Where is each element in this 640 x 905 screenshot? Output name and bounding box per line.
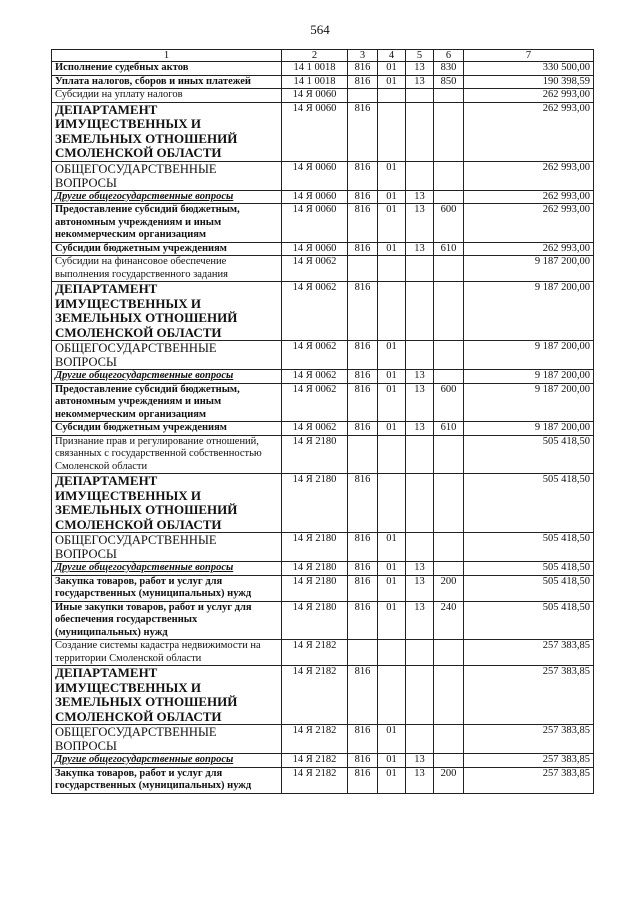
- row-col4-cell: 01: [378, 422, 406, 436]
- row-name-cell: Иные закупки товаров, работ и услуг для обеспечения государственных (муниципальных) нужд: [52, 601, 282, 640]
- row-code-cell: 14 Я 2180: [282, 474, 348, 533]
- row-col5-cell: [406, 256, 434, 282]
- row-amount-cell: 9 187 200,00: [464, 383, 594, 422]
- column-header: 4: [378, 50, 406, 62]
- row-name-cell: ОБЩЕГОСУДАРСТВЕННЫЕ ВОПРОСЫ: [52, 725, 282, 754]
- row-col4-cell: [378, 102, 406, 161]
- row-name-cell: ОБЩЕГОСУДАРСТВЕННЫЕ ВОПРОСЫ: [52, 533, 282, 562]
- row-col6-cell: 610: [434, 422, 464, 436]
- row-name-cell: Субсидии на уплату налогов: [52, 89, 282, 103]
- row-col4-cell: 01: [378, 242, 406, 256]
- row-code-cell: 14 Я 2182: [282, 767, 348, 793]
- row-name-cell: Другие общегосударственные вопросы: [52, 562, 282, 576]
- table-body: [52, 62, 594, 794]
- row-col3-cell: 816: [348, 754, 378, 768]
- table-row: [52, 383, 594, 422]
- row-col3-cell: 816: [348, 422, 378, 436]
- row-col5-cell: 13: [406, 370, 434, 384]
- row-name-cell: Предоставление субсидий бюджетным, автономным учреждениям и иным некоммерческим организациям: [52, 383, 282, 422]
- table-header-row: [52, 50, 594, 62]
- table-row: [52, 422, 594, 436]
- row-col4-cell: 01: [378, 190, 406, 204]
- row-col6-cell: 240: [434, 601, 464, 640]
- row-code-cell: 14 Я 2182: [282, 640, 348, 666]
- row-col5-cell: [406, 666, 434, 725]
- table-row: [52, 666, 594, 725]
- row-name-cell: Закупка товаров, работ и услуг для государственных (муниципальных) нужд: [52, 575, 282, 601]
- row-code-cell: 14 Я 2182: [282, 666, 348, 725]
- row-col5-cell: 13: [406, 204, 434, 243]
- table-row: [52, 754, 594, 768]
- row-col6-cell: [434, 435, 464, 474]
- row-name-cell: ОБЩЕГОСУДАРСТВЕННЫЕ ВОПРОСЫ: [52, 341, 282, 370]
- row-code-cell: 14 1 0018: [282, 62, 348, 76]
- row-amount-cell: 257 383,85: [464, 666, 594, 725]
- table-row: [52, 640, 594, 666]
- row-col3-cell: 816: [348, 666, 378, 725]
- row-col6-cell: [434, 533, 464, 562]
- row-name-cell: Предоставление субсидий бюджетным, автономным учреждениям и иным некоммерческим организациям: [52, 204, 282, 243]
- table-row: [52, 161, 594, 190]
- row-col4-cell: [378, 282, 406, 341]
- row-code-cell: 14 Я 2182: [282, 754, 348, 768]
- row-amount-cell: 262 993,00: [464, 204, 594, 243]
- row-col6-cell: 600: [434, 383, 464, 422]
- row-col6-cell: [434, 640, 464, 666]
- row-code-cell: 14 Я 0062: [282, 422, 348, 436]
- row-col4-cell: 01: [378, 161, 406, 190]
- row-col3-cell: 816: [348, 161, 378, 190]
- row-name-cell: Уплата налогов, сборов и иных платежей: [52, 75, 282, 89]
- row-amount-cell: 505 418,50: [464, 435, 594, 474]
- row-amount-cell: 9 187 200,00: [464, 256, 594, 282]
- row-col4-cell: 01: [378, 725, 406, 754]
- row-col5-cell: [406, 341, 434, 370]
- row-col6-cell: [434, 562, 464, 576]
- row-name-cell: Исполнение судебных актов: [52, 62, 282, 76]
- table-row: [52, 75, 594, 89]
- row-col4-cell: 01: [378, 204, 406, 243]
- table-row: [52, 474, 594, 533]
- row-name-cell: ДЕПАРТАМЕНТ ИМУЩЕСТВЕННЫХ И ЗЕМЕЛЬНЫХ ОТНОШЕНИЙ СМОЛЕНСКОЙ ОБЛАСТИ: [52, 666, 282, 725]
- row-col4-cell: 01: [378, 341, 406, 370]
- row-name-cell: ОБЩЕГОСУДАРСТВЕННЫЕ ВОПРОСЫ: [52, 161, 282, 190]
- table-row: [52, 533, 594, 562]
- row-col3-cell: 816: [348, 204, 378, 243]
- row-col6-cell: 610: [434, 242, 464, 256]
- table-row: [52, 242, 594, 256]
- row-col6-cell: [434, 754, 464, 768]
- row-col5-cell: 13: [406, 422, 434, 436]
- row-col4-cell: 01: [378, 383, 406, 422]
- row-code-cell: 14 Я 0062: [282, 383, 348, 422]
- row-col3-cell: 816: [348, 474, 378, 533]
- row-name-cell: ДЕПАРТАМЕНТ ИМУЩЕСТВЕННЫХ И ЗЕМЕЛЬНЫХ ОТНОШЕНИЙ СМОЛЕНСКОЙ ОБЛАСТИ: [52, 474, 282, 533]
- row-col5-cell: 13: [406, 242, 434, 256]
- row-col5-cell: [406, 640, 434, 666]
- row-col6-cell: [434, 89, 464, 103]
- row-amount-cell: 262 993,00: [464, 89, 594, 103]
- table-row: [52, 575, 594, 601]
- row-col3-cell: 816: [348, 190, 378, 204]
- row-col3-cell: [348, 89, 378, 103]
- row-col4-cell: 01: [378, 533, 406, 562]
- row-col6-cell: [434, 102, 464, 161]
- column-header: 7: [464, 50, 594, 62]
- table-row: [52, 190, 594, 204]
- row-col4-cell: 01: [378, 767, 406, 793]
- row-amount-cell: 190 398,59: [464, 75, 594, 89]
- row-col3-cell: [348, 640, 378, 666]
- row-col4-cell: [378, 89, 406, 103]
- table-row: [52, 341, 594, 370]
- table-row: [52, 204, 594, 243]
- row-amount-cell: 9 187 200,00: [464, 341, 594, 370]
- row-col5-cell: 13: [406, 754, 434, 768]
- row-col5-cell: 13: [406, 562, 434, 576]
- row-amount-cell: 9 187 200,00: [464, 282, 594, 341]
- row-col3-cell: 816: [348, 562, 378, 576]
- column-header: 6: [434, 50, 464, 62]
- table-row: [52, 725, 594, 754]
- row-col6-cell: 200: [434, 767, 464, 793]
- row-amount-cell: 9 187 200,00: [464, 370, 594, 384]
- column-header: 5: [406, 50, 434, 62]
- row-code-cell: 14 Я 2180: [282, 562, 348, 576]
- row-name-cell: Признание прав и регулирование отношений, связанных с государственной собственностью Смоленской области: [52, 435, 282, 474]
- table-row: [52, 767, 594, 793]
- row-name-cell: Субсидии на финансовое обеспечение выполнения государственного задания: [52, 256, 282, 282]
- row-code-cell: 14 Я 0062: [282, 256, 348, 282]
- row-col4-cell: [378, 640, 406, 666]
- row-col5-cell: 13: [406, 383, 434, 422]
- row-name-cell: Субсидии бюджетным учреждениям: [52, 422, 282, 436]
- row-col3-cell: 816: [348, 242, 378, 256]
- row-col6-cell: [434, 282, 464, 341]
- row-code-cell: 14 Я 0062: [282, 341, 348, 370]
- row-col3-cell: 816: [348, 341, 378, 370]
- row-col5-cell: [406, 161, 434, 190]
- row-col6-cell: [434, 666, 464, 725]
- row-col4-cell: 01: [378, 370, 406, 384]
- row-amount-cell: 9 187 200,00: [464, 422, 594, 436]
- row-code-cell: 14 Я 2180: [282, 533, 348, 562]
- row-col6-cell: [434, 370, 464, 384]
- row-amount-cell: 262 993,00: [464, 190, 594, 204]
- row-col5-cell: [406, 102, 434, 161]
- table-row: [52, 601, 594, 640]
- row-code-cell: 14 Я 0060: [282, 242, 348, 256]
- column-header: 2: [282, 50, 348, 62]
- row-col6-cell: [434, 256, 464, 282]
- page-number: 564: [310, 22, 330, 37]
- row-col5-cell: [406, 725, 434, 754]
- row-amount-cell: 505 418,50: [464, 533, 594, 562]
- row-col4-cell: [378, 666, 406, 725]
- row-col5-cell: 13: [406, 767, 434, 793]
- row-col3-cell: 816: [348, 533, 378, 562]
- row-col5-cell: [406, 435, 434, 474]
- row-col4-cell: 01: [378, 575, 406, 601]
- row-col6-cell: 830: [434, 62, 464, 76]
- row-name-cell: ДЕПАРТАМЕНТ ИМУЩЕСТВЕННЫХ И ЗЕМЕЛЬНЫХ ОТНОШЕНИЙ СМОЛЕНСКОЙ ОБЛАСТИ: [52, 102, 282, 161]
- row-col4-cell: [378, 256, 406, 282]
- table-row: [52, 370, 594, 384]
- row-amount-cell: 330 500,00: [464, 62, 594, 76]
- row-col3-cell: 816: [348, 383, 378, 422]
- row-amount-cell: 257 383,85: [464, 725, 594, 754]
- row-col4-cell: [378, 435, 406, 474]
- row-col3-cell: 816: [348, 725, 378, 754]
- row-col3-cell: [348, 435, 378, 474]
- row-col3-cell: 816: [348, 370, 378, 384]
- table-row: [52, 62, 594, 76]
- row-amount-cell: 505 418,50: [464, 575, 594, 601]
- row-code-cell: 14 Я 0060: [282, 190, 348, 204]
- row-code-cell: 14 Я 2180: [282, 435, 348, 474]
- row-amount-cell: 257 383,85: [464, 754, 594, 768]
- row-col4-cell: [378, 474, 406, 533]
- row-code-cell: 14 1 0018: [282, 75, 348, 89]
- row-col3-cell: [348, 256, 378, 282]
- row-name-cell: Другие общегосударственные вопросы: [52, 190, 282, 204]
- row-col4-cell: 01: [378, 62, 406, 76]
- row-code-cell: 14 Я 0062: [282, 370, 348, 384]
- row-col5-cell: 13: [406, 601, 434, 640]
- row-col6-cell: 600: [434, 204, 464, 243]
- row-col3-cell: 816: [348, 102, 378, 161]
- row-col5-cell: 13: [406, 75, 434, 89]
- row-col3-cell: 816: [348, 75, 378, 89]
- row-amount-cell: 505 418,50: [464, 474, 594, 533]
- row-name-cell: Создание системы кадастра недвижимости на территории Смоленской области: [52, 640, 282, 666]
- row-col4-cell: 01: [378, 562, 406, 576]
- table-row: [52, 256, 594, 282]
- row-amount-cell: 505 418,50: [464, 562, 594, 576]
- row-code-cell: 14 Я 2180: [282, 575, 348, 601]
- row-col5-cell: [406, 89, 434, 103]
- row-code-cell: 14 Я 0062: [282, 282, 348, 341]
- row-col5-cell: 13: [406, 575, 434, 601]
- row-col5-cell: [406, 474, 434, 533]
- table-row: [52, 435, 594, 474]
- row-col5-cell: [406, 533, 434, 562]
- row-amount-cell: 257 383,85: [464, 640, 594, 666]
- row-col3-cell: 816: [348, 282, 378, 341]
- row-code-cell: 14 Я 2182: [282, 725, 348, 754]
- table-row: [52, 282, 594, 341]
- row-col5-cell: [406, 282, 434, 341]
- row-col6-cell: [434, 161, 464, 190]
- row-amount-cell: 262 993,00: [464, 242, 594, 256]
- row-code-cell: 14 Я 0060: [282, 161, 348, 190]
- row-col6-cell: [434, 341, 464, 370]
- row-code-cell: 14 Я 0060: [282, 102, 348, 161]
- row-name-cell: Другие общегосударственные вопросы: [52, 754, 282, 768]
- table-row: [52, 102, 594, 161]
- budget-table: [51, 49, 594, 794]
- row-amount-cell: 257 383,85: [464, 767, 594, 793]
- row-col4-cell: 01: [378, 754, 406, 768]
- row-col5-cell: 13: [406, 190, 434, 204]
- row-amount-cell: 262 993,00: [464, 161, 594, 190]
- row-col6-cell: [434, 190, 464, 204]
- row-code-cell: 14 Я 2180: [282, 601, 348, 640]
- row-col3-cell: 816: [348, 767, 378, 793]
- row-col4-cell: 01: [378, 75, 406, 89]
- row-code-cell: 14 Я 0060: [282, 204, 348, 243]
- row-name-cell: Субсидии бюджетным учреждениям: [52, 242, 282, 256]
- column-header: 1: [52, 50, 282, 62]
- row-name-cell: Закупка товаров, работ и услуг для государственных (муниципальных) нужд: [52, 767, 282, 793]
- row-col6-cell: 850: [434, 75, 464, 89]
- table-row: [52, 89, 594, 103]
- row-col3-cell: 816: [348, 575, 378, 601]
- row-code-cell: 14 Я 0060: [282, 89, 348, 103]
- row-col6-cell: [434, 474, 464, 533]
- row-col5-cell: 13: [406, 62, 434, 76]
- row-amount-cell: 262 993,00: [464, 102, 594, 161]
- row-name-cell: ДЕПАРТАМЕНТ ИМУЩЕСТВЕННЫХ И ЗЕМЕЛЬНЫХ ОТНОШЕНИЙ СМОЛЕНСКОЙ ОБЛАСТИ: [52, 282, 282, 341]
- row-col4-cell: 01: [378, 601, 406, 640]
- row-name-cell: Другие общегосударственные вопросы: [52, 370, 282, 384]
- table-row: [52, 562, 594, 576]
- row-col6-cell: 200: [434, 575, 464, 601]
- column-header: 3: [348, 50, 378, 62]
- row-col3-cell: 816: [348, 62, 378, 76]
- row-amount-cell: 505 418,50: [464, 601, 594, 640]
- row-col6-cell: [434, 725, 464, 754]
- row-col3-cell: 816: [348, 601, 378, 640]
